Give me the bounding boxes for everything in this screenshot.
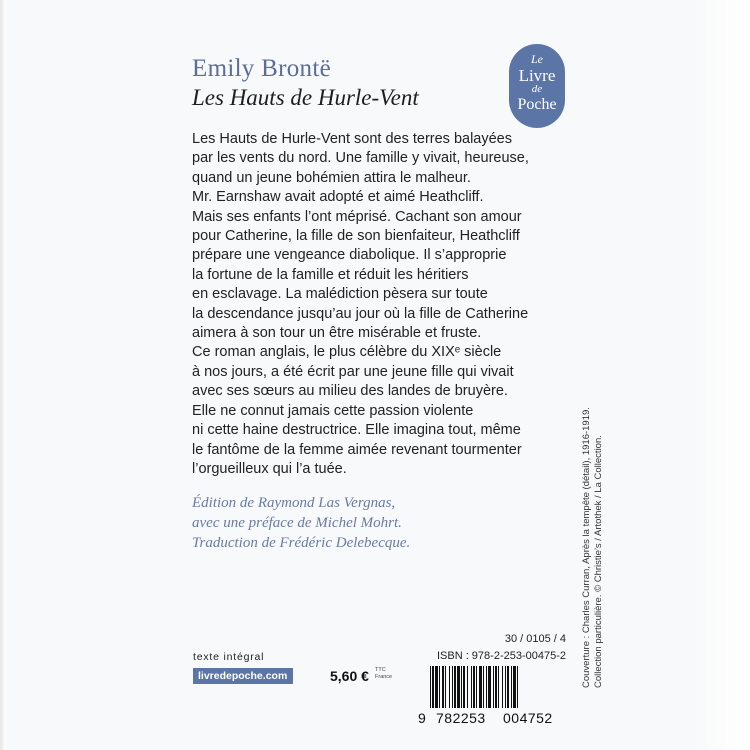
- ttc-label: TTC: [375, 667, 386, 673]
- barcode-bar: [505, 666, 506, 708]
- synopsis-line: quand un jeune bohémien attira le malheur.: [192, 169, 471, 186]
- synopsis: [192, 130, 572, 479]
- barcode-bar: [463, 666, 465, 708]
- france-label: France: [375, 673, 393, 680]
- barcode-bar: [461, 666, 462, 708]
- isbn-number: ISBN : 978-2-253-00475-2: [436, 650, 566, 662]
- synopsis-line: ni cette haine destructrice. Elle imagina tout, même: [192, 422, 521, 439]
- barcode-bar: [452, 666, 453, 708]
- livre-de-poche-logo: [509, 44, 565, 128]
- barcode-bar: [449, 666, 450, 708]
- barcode-bar: [479, 666, 482, 708]
- barcode-bar: [430, 666, 431, 708]
- synopsis-line: aimera à son tour un être misérable et fruste.: [192, 325, 482, 342]
- synopsis-line: à nos jours, a été écrit par une jeune fille qui vivait: [192, 363, 514, 380]
- barcode-bar: [502, 666, 503, 708]
- barcode-bar: [442, 666, 444, 708]
- credits-line: Collection particulière. © Christie’s / Artothek / La Collection.: [592, 435, 604, 688]
- edition-line: Édition de Raymond Las Vergnas,: [192, 495, 396, 511]
- cover-right-edge: [690, 0, 750, 750]
- barcode-bar: [471, 666, 472, 708]
- barcode-bar: [488, 666, 491, 708]
- barcode-bar: [483, 666, 484, 708]
- website-link[interactable]: livredepoche.com: [193, 668, 293, 684]
- barcode-bar: [513, 666, 516, 708]
- synopsis-line: Les Hauts de Hurle-Vent sont des terres balayées: [192, 131, 512, 147]
- cover-left-edge: [0, 0, 6, 750]
- synopsis-line: l’orgueilleux qui l’a tuée.: [192, 460, 347, 477]
- barcode-bar: [454, 666, 456, 708]
- barcode-bar: [467, 666, 468, 708]
- barcode-lead-digit: 9: [418, 710, 427, 726]
- synopsis-line: Ce roman anglais, le plus célèbre du XIXᵉ siècle: [192, 344, 502, 361]
- synopsis-line: avec ses sœurs au milieu des landes de bruyère.: [192, 383, 508, 400]
- edition-credits: [192, 493, 410, 553]
- barcode-bar: [486, 666, 487, 708]
- barcode-digits-left: 782253: [436, 710, 486, 726]
- synopsis-line: Elle ne connut jamais cette passion violente: [192, 402, 474, 419]
- synopsis-line: prépare une vengeance diabolique. Il s’approprie: [192, 247, 507, 264]
- credits-line: Couverture : Charles Curran, Après la tempête (détail), 1916-1919.: [581, 407, 592, 688]
- barcode-bar: [498, 666, 499, 708]
- barcode-bar: [476, 666, 477, 708]
- logo-word-poche: Poche: [517, 96, 557, 113]
- book-title: Les Hauts de Hurle-Vent: [192, 85, 419, 110]
- synopsis-line: Mr. Earnshaw avait adopté et aimé Heathcliff.: [192, 189, 484, 206]
- synopsis-line: le fantôme de la femme aimée revenant tourmenter: [192, 441, 522, 458]
- barcode-bar: [495, 666, 497, 708]
- edition-line: Traduction de Frédéric Delebecque.: [192, 535, 411, 551]
- barcode-bar: [473, 666, 475, 708]
- barcode-bar: [511, 666, 512, 708]
- synopsis-line: pour Catherine, la fille de son bienfaiteur, Heathcliff: [192, 228, 520, 245]
- barcode-icon: [428, 666, 568, 708]
- edition-line: avec une préface de Michel Mohrt.: [192, 515, 402, 531]
- barcode-digits-right: 004752: [503, 710, 553, 726]
- synopsis-line: en esclavage. La malédiction pèsera sur toute: [192, 286, 488, 303]
- barcode-bar: [507, 666, 509, 708]
- cover-art-credits: [581, 407, 604, 688]
- synopsis-line: la fortune de la famille et réduit les héritiers: [192, 266, 469, 283]
- price: 5,60 €: [330, 668, 369, 684]
- logo-word-livre: Livre: [518, 66, 556, 85]
- barcode-bar: [435, 666, 438, 708]
- barcode-bar: [439, 666, 440, 708]
- logo-word-le: Le: [531, 52, 543, 66]
- barcode-bar: [493, 666, 494, 708]
- texte-integral-label: texte intégral: [193, 651, 265, 663]
- barcode-bar: [517, 666, 518, 708]
- reference-number: 30 / 0105 / 4: [504, 633, 566, 645]
- barcode-bar: [457, 666, 460, 708]
- synopsis-line: Mais ses enfants l’ont méprisé. Cachant son amour: [192, 208, 522, 225]
- barcode-bar: [432, 666, 434, 708]
- synopsis-line: par les vents du nord. Une famille y vivait, heureuse,: [192, 150, 529, 167]
- barcode-bar: [445, 666, 446, 708]
- logo-word-de: de: [531, 83, 543, 95]
- author-name: Emily Brontë: [192, 55, 332, 82]
- price-tax-note: [375, 667, 392, 680]
- synopsis-line: la descendance jusqu’au jour où la fille de Catherine: [192, 305, 529, 322]
